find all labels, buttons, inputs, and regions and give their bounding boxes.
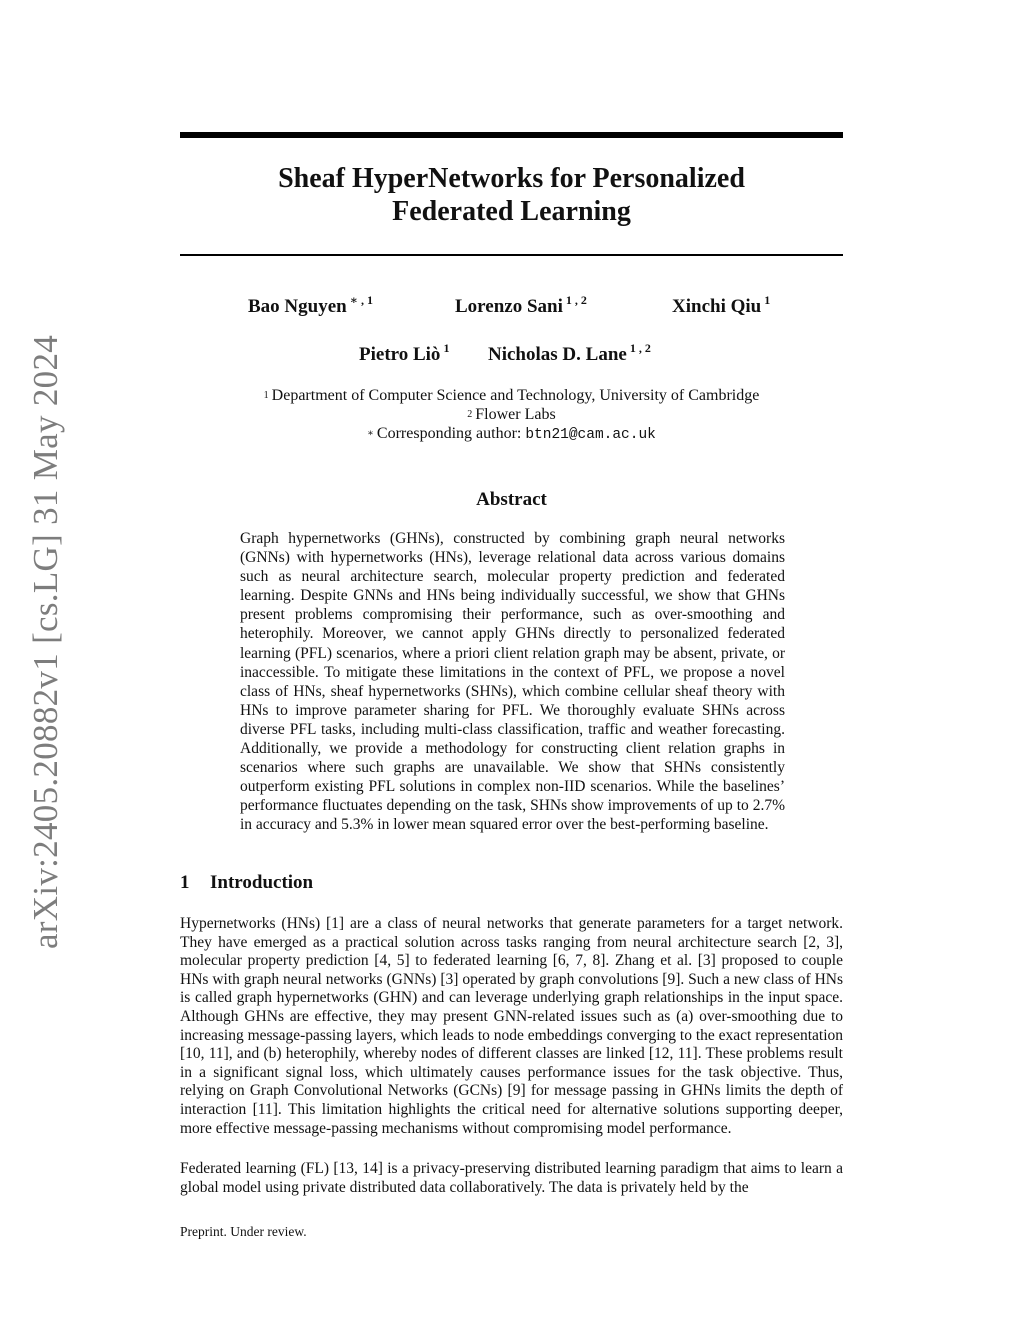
affiliation-text: Department of Computer Science and Technology, University of Cambridge [271,387,760,404]
introduction-paragraph-1: Hypernetworks (HNs) [1] are a class of neural networks that generate parameters for a target network. They have emerged as a practical solution across tasks ranging from neural architecture search [2, 3], molecular property prediction [4, 5] to federated learning [6, 7, 8]. Zhang et al. [3] proposed to couple HNs with graph neural networks (GNNs) [3] operated by graph convolutions [9]. Such a new class of HNs is called graph hypernetworks (GHN) and can leverage underlying graph relationships in the input space. Although GHNs are effective, they may present GNN-related issues such as (a) over-smoothing due to increasing message-passing layers, which leads to node embeddings converging to the exact representation [10, 11], and (b) heterophily, whereby nodes of different classes are linked [12, 11]. These problems result in a significant signal loss, which ultimately causes performance issues for the task objective. Thus, relying on Graph Convolutional Networks (GCNs) [9] for message passing in GHNs limits the depth of interaction [11]. This limitation highlights the critical need for alternative solutions supporting deeper, more effective message-passing mechanisms without compromising model performance. [180,915,843,1137]
abstract-body: Graph hypernetworks (GHNs), constructed by combining graph neural networks (GNNs) with hypernetworks (HNs), leverage relational data across various domains such as neural architecture search, molecular property prediction and federated learning. Despite GNNs and HNs being individually successful, we show that GHNs present problems compromising their performance, such as over-smoothing and heterophily. Moreover, we cannot apply GHNs directly to personalized federated learning (PFL) scenarios, where a priori client relation graph may be absent, private, or inaccessible. To mitigate these limitations in the context of PFL, we propose a novel class of HNs, sheaf hypernetworks (SHNs), which combine cellular sheaf theory with HNs to improve parameter sharing for PFL. We thoroughly evaluate SHNs across diverse PFL tasks, including multi-class classification, traffic and weather forecasting. Additionally, we provide a methodology for constructing client relation graphs in scenarios where such graphs are unavailable. We show that SHNs consistently outperform existing PFL solutions in complex non-IID scenarios. While the baselines’ performance fluctuates depending on the task, SHNs show improvements of up to 2.7% in accuracy and 5.3% in lower mean squared error over the best-performing baseline. [240,530,785,834]
author-lorenzo-sani [455,293,587,318]
author-name: Nicholas D. Lane [488,344,627,365]
author-xinchi-qiu [672,293,771,318]
section-number: 1 [180,872,190,893]
author-affiliation-mark: 1 [764,293,771,307]
author-affiliation-mark: ∗ , 1 [349,293,374,307]
title-bottom-rule [180,254,843,256]
section-title: Introduction [210,872,314,893]
author-nicholas-lane [488,341,651,366]
corresponding-author-email: btn21@cam.ac.uk [525,427,656,443]
affiliation-flower-labs [180,405,843,424]
affiliation-mark: 2 [467,409,473,420]
paper-title-line-2: Federated Learning [392,196,631,227]
affiliation-mark: ∗ [367,428,374,439]
corresponding-author [180,424,843,445]
corresponding-author-label: Corresponding author: [376,425,526,442]
author-affiliation-mark: 1 [443,341,450,355]
author-name: Pietro Liò [359,344,441,365]
affiliation-text: Flower Labs [475,406,556,423]
section-heading-introduction [180,872,313,894]
introduction-paragraph-2: Federated learning (FL) [13, 14] is a privacy-preserving distributed learning paradigm that aims to learn a global model using private distributed data collaboratively. The data is privately held by the [180,1160,843,1196]
author-name: Bao Nguyen [248,296,347,317]
author-bao-nguyen [248,293,374,318]
preprint-footer: Preprint. Under review. [180,1224,307,1239]
arxiv-identifier-text: arXiv:2405.20882v1 [cs.LG] 31 May 2024 [26,334,65,950]
author-affiliation-mark: 1 , 2 [565,293,587,307]
author-pietro-lio [359,341,450,366]
arxiv-identifier-stamp [26,334,66,950]
author-name: Lorenzo Sani [455,296,563,317]
affiliation-cambridge [180,386,843,405]
author-affiliation-mark: 1 , 2 [629,341,651,355]
title-top-rule [180,132,843,138]
affiliation-mark: 1 [263,390,269,401]
paper-title [180,162,843,228]
author-name: Xinchi Qiu [672,296,762,317]
abstract-heading: Abstract [476,489,547,510]
paper-title-line-1: Sheaf HyperNetworks for Personalized [278,163,745,194]
